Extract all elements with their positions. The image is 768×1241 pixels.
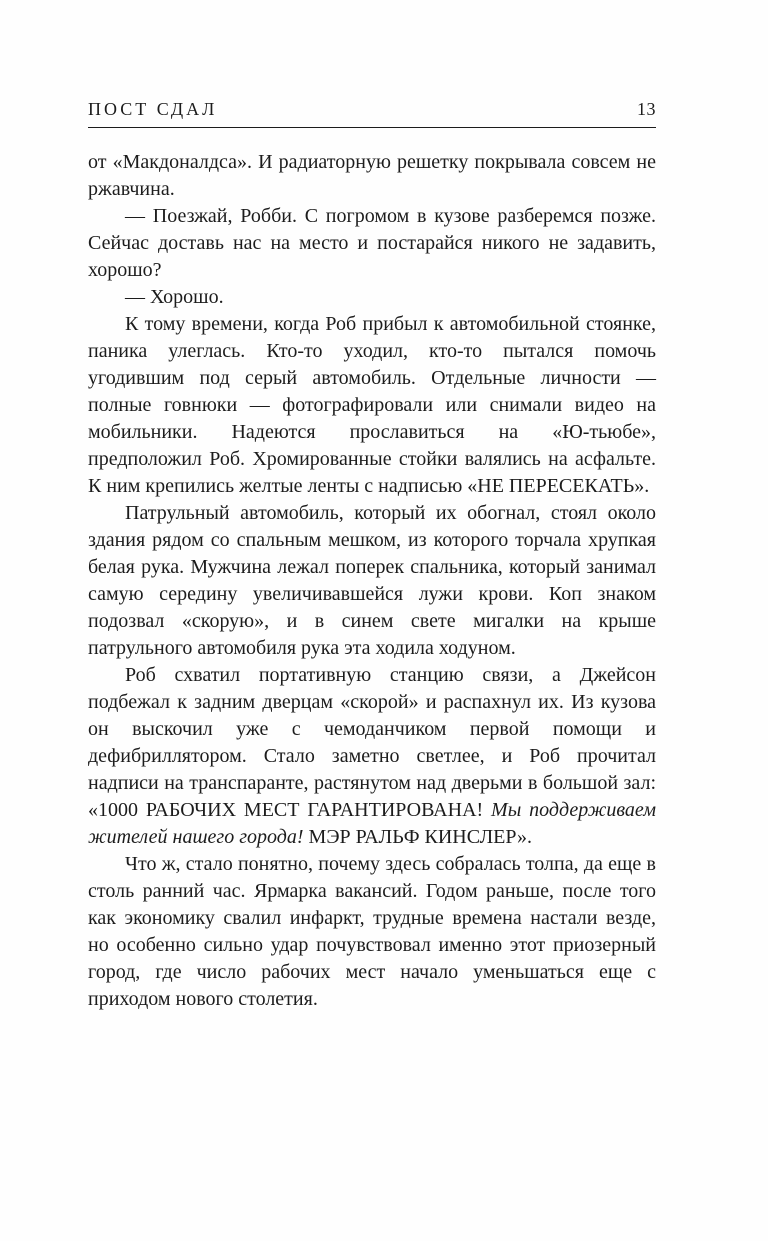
text-run: — Поезжай, Робби. С погромом в кузове разберемся позже. Сейчас доставь нас на место и постарайся никого не задавить, хорошо?: [88, 205, 656, 281]
paragraph: [88, 662, 656, 851]
text-run: — Хорошо.: [125, 286, 224, 308]
paragraph: [88, 500, 656, 662]
text-run: Что ж, стало понятно, почему здесь собралась толпа, да еще в столь ранний час. Ярмарка вакансий. Годом раньше, после того как экономику свалил инфаркт, трудные времена настали везде, но особенно сильно удар почувствовал именно этот приозерный город, где число рабочих мест начало уменьшаться еще с приходом нового столетия.: [88, 853, 656, 1010]
running-title: ПОСТ СДАЛ: [88, 99, 218, 119]
italic-text-run: Мы поддерживаем жителей нашего города!: [88, 799, 657, 848]
paragraph: [88, 203, 656, 284]
paragraph: [88, 149, 656, 203]
header-rule: [88, 127, 656, 128]
body-text: [88, 149, 656, 1013]
paragraph: [88, 851, 656, 1013]
text-run: от «Макдоналдса». И радиаторную решетку покрывала совсем не ржавчина.: [88, 151, 656, 200]
paragraph: [88, 311, 656, 500]
text-run: К тому времени, когда Роб прибыл к автомобильной стоянке, паника улеглась. Кто-то уходил, кто-то пытался помочь угодившим под серый автомобиль. Отдельные личности — полные говнюки — фотографировали или снимали видео на мобильники. Надеются прославиться на «Ю-тьюбе», предположил Роб. Хромированные стойки валялись на асфальте. К ним крепились желтые ленты с надписью «НЕ ПЕРЕСЕКАТЬ».: [88, 313, 656, 497]
text-run: МЭР РАЛЬФ КИНСЛЕР».: [303, 826, 532, 848]
text-run: Патрульный автомобиль, который их обогнал, стоял около здания рядом со спальным мешком, из которого торчала хрупкая белая рука. Мужчина лежал поперек спальника, который занимал самую середину увеличивавшейся лужи крови. Коп знаком подозвал «скорую», и в синем свете мигалки на крыше патрульного автомобиля рука эта ходила ходуном.: [88, 502, 656, 659]
text-run: Роб схватил портативную станцию связи, а Джейсон подбежал к задним дверцам «скорой» и распахнул их. Из кузова он выскочил уже с чемоданчиком первой помощи и дефибриллятором. Стало заметно светлее, и Роб прочитал надписи на транспаранте, растянутом над дверьми в большой зал: «1000 РАБОЧИХ МЕСТ ГАРАНТИРОВАНА!: [88, 664, 656, 821]
paragraph: [88, 284, 656, 311]
page-number: 13: [637, 99, 656, 119]
page-header: [88, 99, 656, 127]
